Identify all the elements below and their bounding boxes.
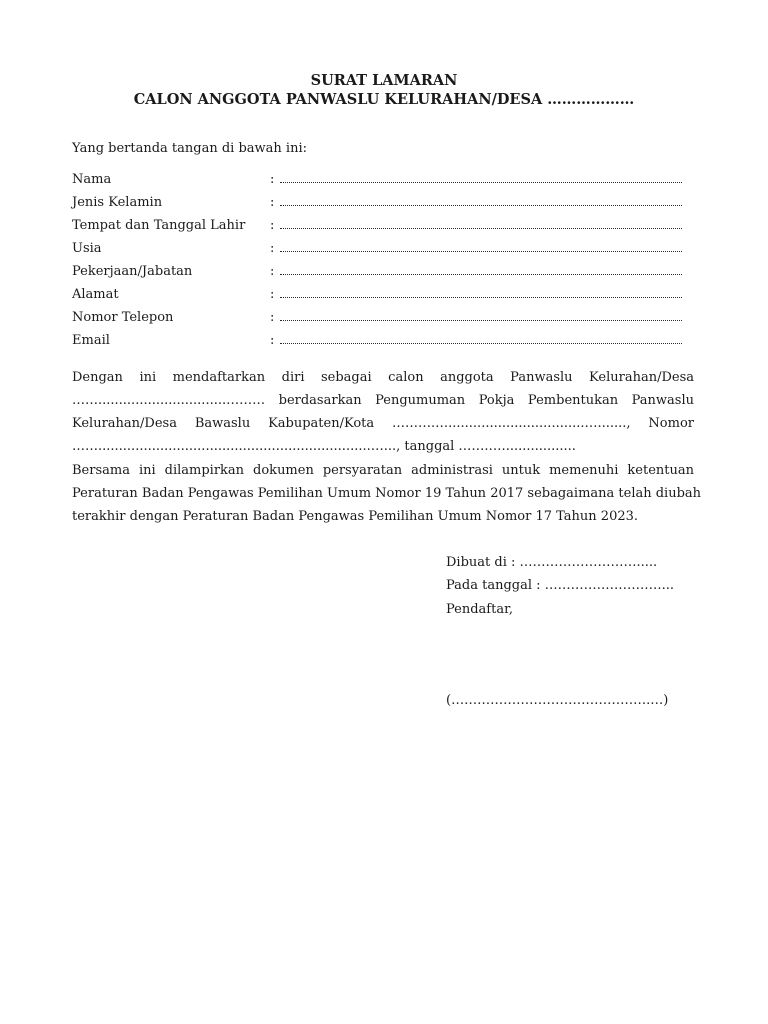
paragraph-line: Bersama ini dilampirkan dokumen persyaratan administrasi untuk memenuhi ketentuan: [72, 463, 694, 478]
paragraph-line: ……...............................……… berdasarkan Pengumuman Pokja Pembentukan Panwaslu: [72, 393, 694, 408]
field-label: Tempat dan Tanggal Lahir: [72, 218, 246, 233]
field-dotted-line[interactable]: [280, 205, 682, 206]
field-pekerjaan-jabatan[interactable]: [72, 263, 682, 283]
signature-date: Pada tanggal : ………………………...: [446, 578, 675, 593]
paragraph-line: terakhir dengan Peraturan Badan Pengawas Pemilihan Umum Nomor 17 Tahun 2023.: [72, 509, 639, 524]
field-dotted-line[interactable]: [280, 274, 682, 275]
field-colon: :: [270, 218, 275, 233]
field-colon: :: [270, 241, 275, 256]
paragraph-line: ……..................................................................…..., tanggal …….…..................: [72, 439, 576, 454]
field-nama[interactable]: [72, 171, 682, 191]
field-colon: :: [270, 172, 275, 187]
field-colon: :: [270, 310, 275, 325]
document-title: SURAT LAMARAN: [310, 72, 458, 89]
intro-text: Yang bertanda tangan di bawah ini:: [72, 141, 307, 156]
field-label: Alamat: [72, 287, 119, 302]
attachment-paragraph: [72, 459, 702, 528]
field-colon: :: [270, 287, 275, 302]
field-usia[interactable]: [72, 240, 682, 260]
signature-place: Dibuat di : ……………………….....: [446, 555, 658, 570]
field-label: Pekerjaan/Jabatan: [72, 264, 193, 279]
field-colon: :: [270, 333, 275, 348]
document-subtitle: CALON ANGGOTA PANWASLU KELURAHAN/DESA ………………: [133, 91, 635, 108]
field-email[interactable]: [72, 332, 682, 352]
field-dotted-line[interactable]: [280, 320, 682, 321]
signature-name-blank: (……………………………………….…): [446, 693, 669, 708]
field-colon: :: [270, 195, 275, 210]
field-label: Jenis Kelamin: [72, 195, 163, 210]
field-dotted-line[interactable]: [280, 251, 682, 252]
field-label: Nama: [72, 172, 112, 187]
field-colon: :: [270, 264, 275, 279]
paragraph-line: Kelurahan/Desa Bawaslu Kabupaten/Kota ……….….................................…......., Nomor: [72, 416, 694, 431]
paragraph-line: Dengan ini mendaftarkan diri sebagai calon anggota Panwaslu Kelurahan/Desa: [72, 370, 694, 385]
field-dotted-line[interactable]: [280, 228, 682, 229]
field-label: Nomor Telepon: [72, 310, 174, 325]
field-jenis-kelamin[interactable]: [72, 194, 682, 214]
signature-role: Pendaftar,: [446, 602, 514, 617]
field-tempat-tanggal-lahir[interactable]: [72, 217, 682, 237]
field-dotted-line[interactable]: [280, 343, 682, 344]
registration-paragraph: [72, 366, 694, 458]
field-alamat[interactable]: [72, 286, 682, 306]
field-label: Email: [72, 333, 110, 348]
field-nomor-telepon[interactable]: [72, 309, 682, 329]
paragraph-line: Peraturan Badan Pengawas Pemilihan Umum Nomor 19 Tahun 2017 sebagaimana telah diubah: [72, 486, 702, 501]
field-dotted-line[interactable]: [280, 297, 682, 298]
field-dotted-line[interactable]: [280, 182, 682, 183]
field-label: Usia: [72, 241, 102, 256]
